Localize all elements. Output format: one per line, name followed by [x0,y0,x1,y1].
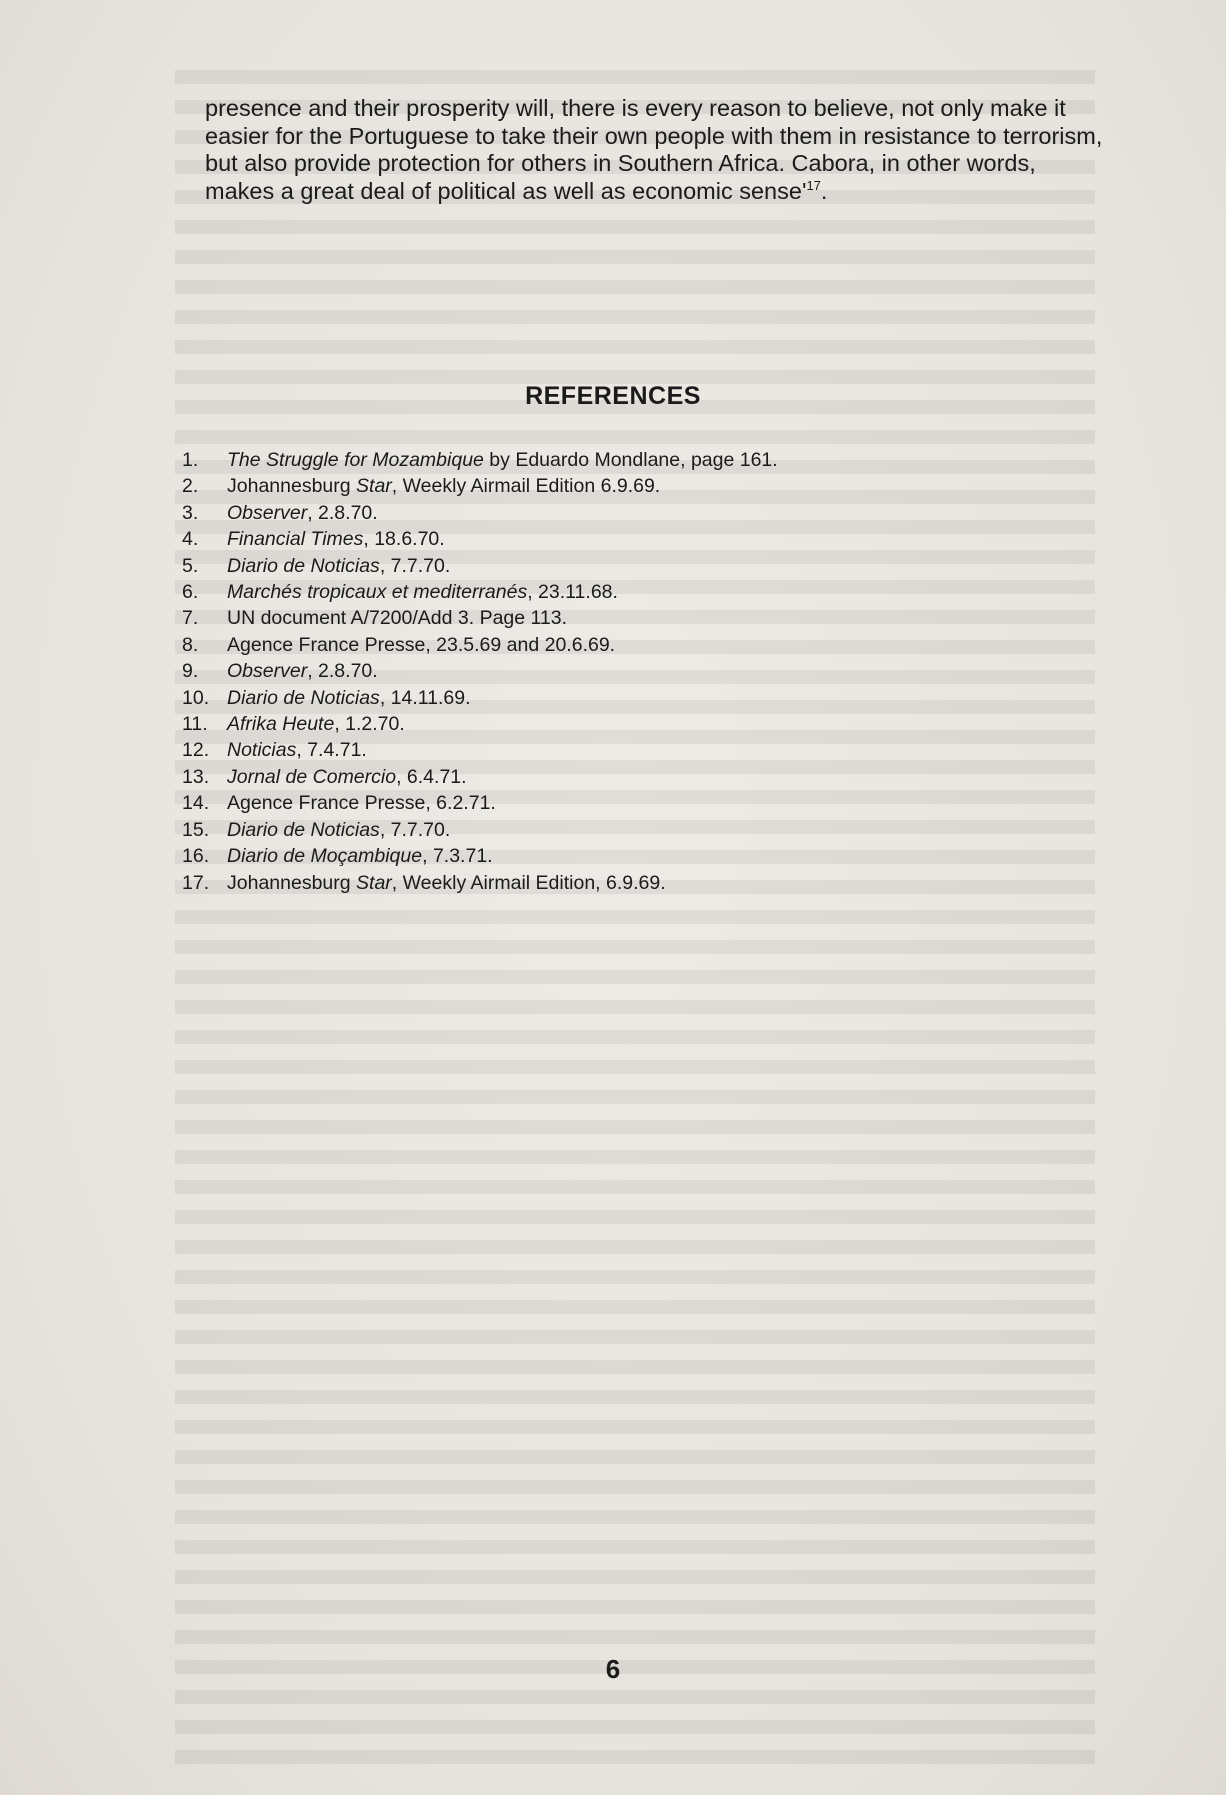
reference-details: , 7.7.70. [379,554,451,577]
reference-title: Diario de Noticias [227,554,380,577]
reference-title: Diario de Moçambique [227,845,423,868]
reference-text [227,764,467,790]
body-text: presence and their prosperity will, there is every reason to believe, not only make it easier for the Portuguese to take their own people with them in resistance to terrorism, but also provide protection for others in Southern Africa. Cabora, in other words, makes a great deal of political as well as economic sense' [205,95,1103,204]
reference-text [227,526,445,552]
reference-plain: UN document A/7200/Add 3. Page 113. [227,607,568,630]
reference-number: 2. [182,475,199,498]
reference-title: Star [356,871,392,894]
reference-details: , 18.6.70. [363,528,445,551]
reference-text [227,843,493,869]
reference-item [182,500,1082,526]
reference-title: The Struggle for Mozambique [227,449,484,471]
reference-number: 7. [182,607,199,630]
show-through-text [175,70,1095,1770]
reference-number: 1. [182,449,199,471]
reference-item [182,790,1082,816]
reference-number: 15. [182,818,210,841]
page-number: 6 [605,1654,621,1684]
reference-item [182,447,1082,473]
reference-number: 8. [182,633,199,656]
references-heading: REFERENCES [525,382,701,410]
reference-item [182,737,1082,763]
reference-details: , Weekly Airmail Edition 6.9.69. [391,475,661,498]
reference-item [182,870,1082,896]
reference-number: 13. [182,765,210,788]
reference-plain: Agence France Presse, 23.5.69 and 20.6.69. [227,633,616,656]
reference-title: Afrika Heute [227,713,335,736]
reference-number: 11. [182,713,208,736]
reference-item [182,764,1082,790]
reference-number: 9. [182,660,199,683]
reference-number: 17. [182,871,210,894]
reference-title: Jornal de Comercio [227,765,397,788]
reference-text [227,605,567,631]
body-paragraph [205,95,1105,205]
reference-details: , 1.2.70. [334,713,405,736]
reference-text [227,737,367,763]
reference-item [182,685,1082,711]
reference-title: Financial Times [227,528,364,551]
reference-details: , 23.11.68. [527,581,618,604]
reference-details: , 7.4.71. [296,739,367,762]
reference-title: Observer [227,501,308,524]
reference-details: , Weekly Airmail Edition, 6.9.69. [391,871,666,894]
reference-details: by Eduardo Mondlane, page 161. [483,449,778,471]
reference-number: 10. [182,686,210,709]
reference-item [182,553,1082,579]
reference-title: Noticias [227,739,297,762]
reference-text [227,658,378,684]
reference-item [182,658,1082,684]
reference-text [227,579,618,605]
reference-title: Star [356,475,392,498]
reference-number: 5. [182,554,199,577]
reference-item [182,605,1082,631]
reference-item [182,579,1082,605]
reference-details: , 7.3.71. [422,845,493,868]
reference-text [227,473,660,499]
reference-title: Observer [227,660,308,683]
reference-title: Diario de Noticias [227,818,380,841]
reference-text [227,870,666,896]
reference-number: 16. [182,845,210,868]
reference-details: , 14.11.69. [379,686,471,709]
reference-item [182,817,1082,843]
reference-title: Marchés tropicaux et mediterranés [227,581,528,604]
reference-number: 4. [182,528,199,551]
reference-item [182,711,1082,737]
reference-item [182,473,1082,499]
reference-text [227,817,450,843]
reference-details: , 2.8.70. [307,660,378,683]
reference-text [227,447,778,473]
reference-number: 6. [182,581,199,604]
reference-item [182,843,1082,869]
reference-number: 3. [182,501,199,524]
reference-plain: Johannesburg [227,475,357,498]
reference-text [227,685,471,711]
reference-plain: Johannesburg [227,871,357,894]
references-list [182,447,1082,896]
footnote-marker: 17 [806,177,821,193]
reference-text [227,632,615,658]
reference-details: , 6.4.71. [396,765,467,788]
reference-text [227,500,378,526]
reference-item [182,526,1082,552]
end-punctuation: . [820,177,828,204]
reference-details: , 2.8.70. [307,501,378,524]
reference-text [227,711,405,737]
reference-number: 12. [182,739,210,762]
reference-number: 14. [182,792,210,815]
reference-item [182,632,1082,658]
reference-text [227,553,450,579]
reference-plain: Agence France Presse, 6.2.71. [227,792,496,815]
reference-title: Diario de Noticias [227,686,380,709]
reference-text [227,790,496,816]
reference-details: , 7.7.70. [379,818,451,841]
